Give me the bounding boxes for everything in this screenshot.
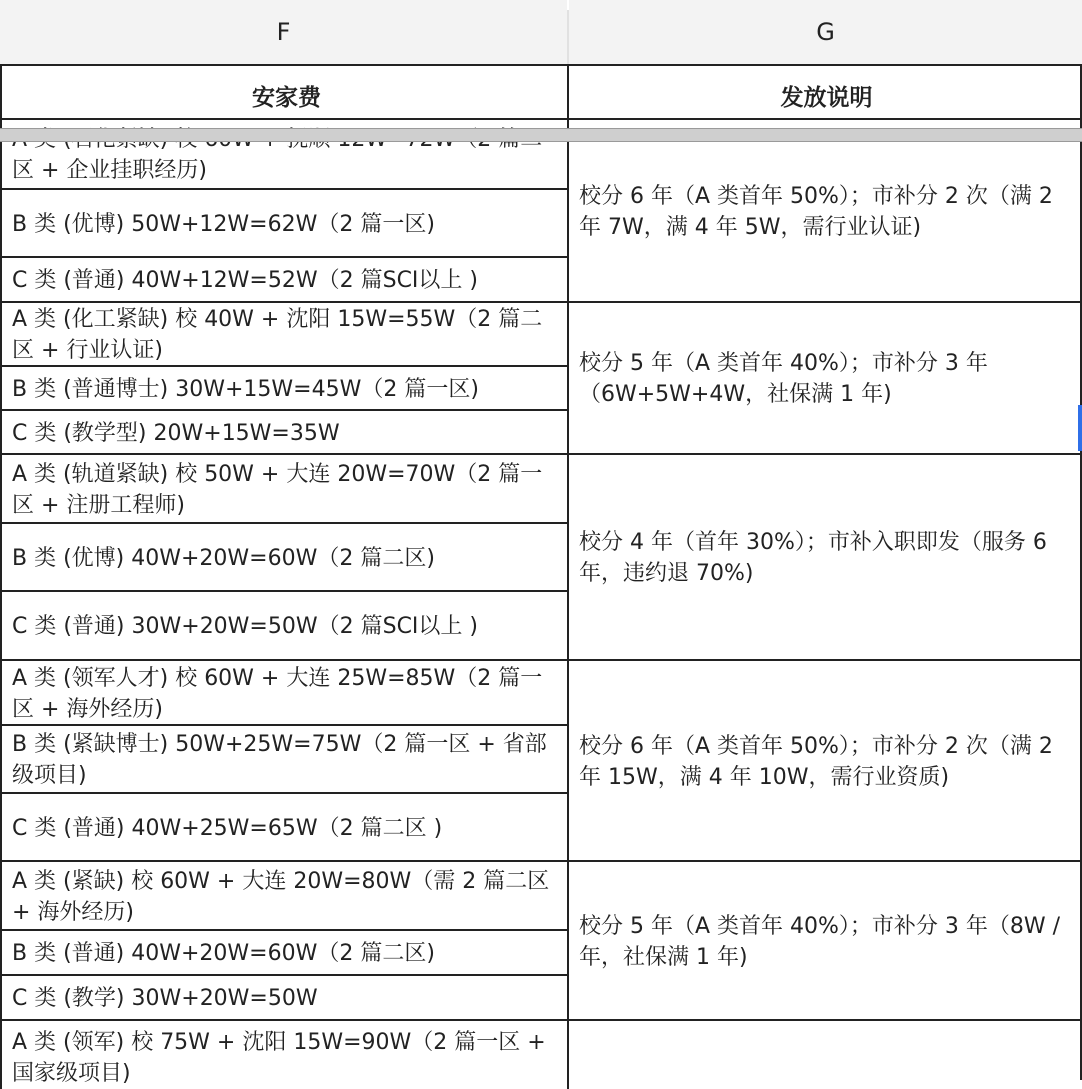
cell-f[interactable]	[0, 301, 569, 367]
freeze-pane-divider[interactable]	[0, 128, 1082, 142]
scroll-position-indicator[interactable]	[1078, 405, 1082, 451]
cell-f[interactable]	[0, 590, 569, 661]
cell-f[interactable]	[0, 659, 569, 726]
cell-text: A 类 (轨道紧缺) 校 50W + 大连 20W=70W（2 篇一区 + 注册工程师)	[12, 461, 543, 518]
cell-g[interactable]	[567, 301, 1082, 455]
cell-text: C 类 (普通) 40W+25W=65W（2 篇二区 )	[12, 815, 443, 841]
cell-text: A 类 (领军) 校 75W + 沈阳 15W=90W（2 篇一区 + 国家级项目)	[12, 1030, 546, 1086]
column-letter-f: F	[276, 18, 291, 46]
cell-text: B 类 (优博) 40W+20W=60W（2 篇二区)	[12, 545, 435, 571]
column-letter-g: G	[816, 18, 835, 46]
cell-text: 校分 5 年（A 类首年 40%）；市补分 3 年（6W+5W+4W，社保满 1 年)	[579, 351, 988, 407]
cell-text: B 类 (普通) 40W+20W=60W（2 篇二区)	[12, 941, 435, 966]
cell-text: C 类 (教学型) 20W+15W=35W	[12, 420, 340, 446]
header-label-f: 安家费	[252, 84, 321, 111]
cell-g[interactable]	[567, 1019, 1082, 1089]
cell-text: A 类 (领军人才) 校 60W + 大连 25W=85W（2 篇一区 + 海外经历)	[12, 665, 543, 722]
cell-g[interactable]	[567, 118, 1082, 303]
cell-f[interactable]	[0, 522, 569, 592]
cell-text: C 类 (普通) 40W+12W=52W（2 篇SCI以上 )	[12, 268, 478, 293]
cell-f[interactable]	[0, 929, 569, 976]
cell-f[interactable]	[0, 974, 569, 1021]
header-label-g: 发放说明	[780, 84, 873, 111]
cell-f[interactable]	[0, 256, 569, 303]
cell-f[interactable]	[0, 792, 569, 862]
cell-text: B 类 (优博) 50W+12W=62W（2 篇一区)	[12, 211, 435, 237]
cell-g[interactable]	[567, 453, 1082, 661]
cell-f[interactable]	[0, 188, 569, 258]
cell-text: A 类 (化工紧缺) 校 40W + 沈阳 15W=55W（2 篇二区 + 行业认证)	[12, 307, 543, 363]
cell-g[interactable]	[567, 659, 1082, 862]
cell-text: 校分 4 年（首年 30%）；市补入职即发（服务 6 年，违约退 70%)	[579, 530, 1047, 586]
cell-f[interactable]	[0, 365, 569, 411]
cell-text: B 类 (普通博士) 30W+15W=45W（2 篇一区)	[12, 376, 479, 402]
cell-text: 校分 5 年（A 类首年 40%）；市补分 3 年（8W / 年，社保满 1 年)	[579, 913, 1061, 970]
cell-f[interactable]	[0, 1019, 569, 1089]
cell-text: C 类 (教学) 30W+20W=50W	[12, 986, 318, 1011]
cell-f[interactable]	[0, 860, 569, 931]
cell-f[interactable]	[0, 724, 569, 794]
cell-f[interactable]	[0, 453, 569, 524]
cell-g[interactable]	[567, 860, 1082, 1021]
cell-text: C 类 (普通) 30W+20W=50W（2 篇SCI以上 )	[12, 614, 478, 639]
cell-text: 区 + 企业挂职经历)	[12, 158, 208, 183]
cell-text: 校分 6 年（A 类首年 50%）；市补分 2 次（满 2 年 15W，满 4 年 10W，需行业资质)	[579, 733, 1053, 790]
cell-text: 校分 6 年（A 类首年 50%）；市补分 2 次（满 2 年 7W，满 4 年 5W，需行业认证)	[579, 183, 1053, 240]
cell-text: A 类 (紧缺) 校 60W + 大连 20W=80W（需 2 篇二区 + 海外经历)	[12, 868, 550, 925]
cell-f[interactable]	[0, 409, 569, 455]
cell-text: B 类 (紧缺博士) 50W+25W=75W（2 篇一区 + 省部级项目)	[12, 732, 547, 788]
